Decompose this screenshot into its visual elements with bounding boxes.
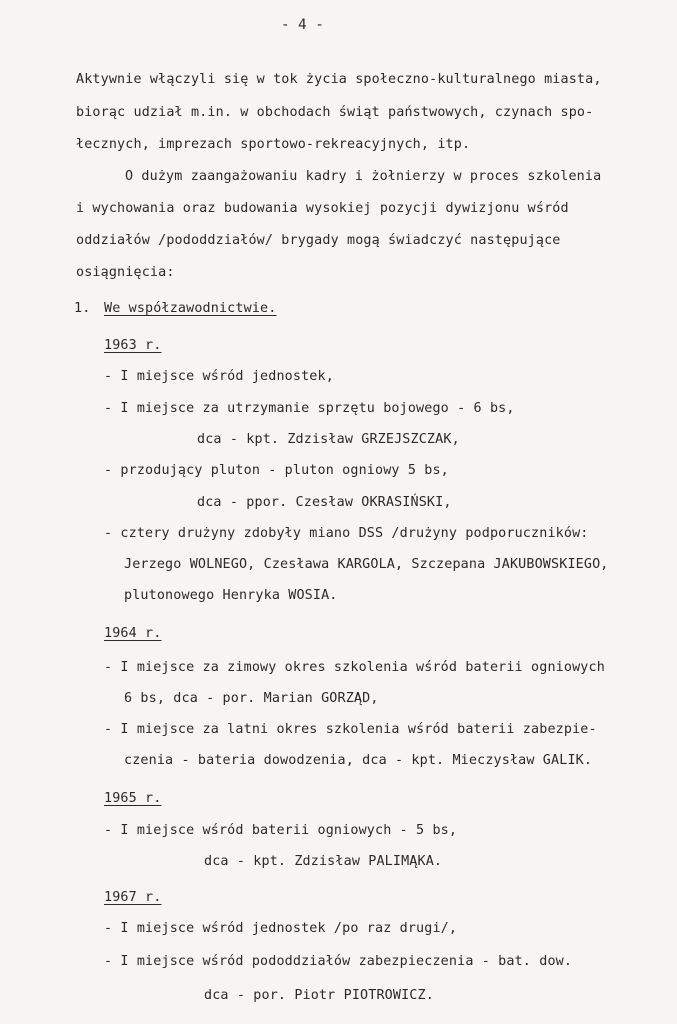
section-number: 1. [74,301,91,316]
year-1964-line-3: - I miejsce za latni okres szkolenia wśród baterii zabezpie- [104,722,597,737]
year-1964-line-2: 6 bs, dca - por. Marian GORZĄD, [124,691,379,706]
intro-line-3: łecznych, imprezach sportowo-rekreacyjnych, itp. [76,137,471,152]
year-1963-line-2: - I miejsce za utrzymanie sprzętu bojowego - 6 bs, [104,401,515,416]
year-1967-line-1: - I miejsce wśród jednostek /po raz drugi/, [104,921,458,936]
year-1963-line-4: - przodujący pluton - pluton ogniowy 5 bs, [104,463,449,478]
year-1963-heading: 1963 r. [104,338,162,353]
year-1965-line-2: dca - kpt. Zdzisław PALIMĄKA. [204,854,443,869]
year-1965-heading: 1965 r. [104,791,162,806]
intro-line-2: biorąc udział m.in. w obchodach świąt państwowych, czynach spo- [76,105,594,120]
section-heading: We współzawodnictwie. [104,301,277,316]
year-1963-line-8: plutonowego Henryka WOSIA. [124,588,338,603]
year-1963-line-3: dca - kpt. Zdzisław GRZEJSZCZAK, [197,432,460,447]
year-1967-line-3: dca - por. Piotr PIOTROWICZ. [204,988,434,1003]
para2-line-4: osiągnięcia: [76,265,175,280]
year-1963-line-6: - cztery drużyny zdobyły miano DSS /drużyny podporuczników: [104,526,589,541]
para2-line-2: i wychowania oraz budowania wysokiej pozycji dywizjonu wśród [76,201,569,216]
year-1963-line-7: Jerzego WOLNEGO, Czesława KARGOLA, Szczepana JAKUBOWSKIEGO, [124,557,609,572]
year-1965-line-1: - I miejsce wśród baterii ogniowych - 5 bs, [104,823,458,838]
year-1964-line-4: czenia - bateria dowodzenia, dca - kpt. Mieczysław GALIK. [124,753,593,768]
para2-line-3: oddziałów /pododdziałów/ brygady mogą świadczyć następujące [76,233,561,248]
para2-line-1: O dużym zaangażowaniu kadry i żołnierzy w proces szkolenia [125,169,602,184]
intro-line-1: Aktywnie włączyli się w tok życia społeczno-kulturalnego miasta, [76,72,602,87]
year-1964-line-1: - I miejsce za zimowy okres szkolenia wśród baterii ogniowych [104,660,605,675]
year-1963-line-1: - I miejsce wśród jednostek, [104,369,334,384]
page-number: - 4 - [281,17,324,33]
year-1964-heading: 1964 r. [104,626,162,641]
year-1967-line-2: - I miejsce wśród pododdziałów zabezpieczenia - bat. dow. [104,954,573,969]
year-1967-heading: 1967 r. [104,890,162,905]
year-1963-line-5: dca - ppor. Czesław OKRASIŃSKI, [197,495,452,510]
